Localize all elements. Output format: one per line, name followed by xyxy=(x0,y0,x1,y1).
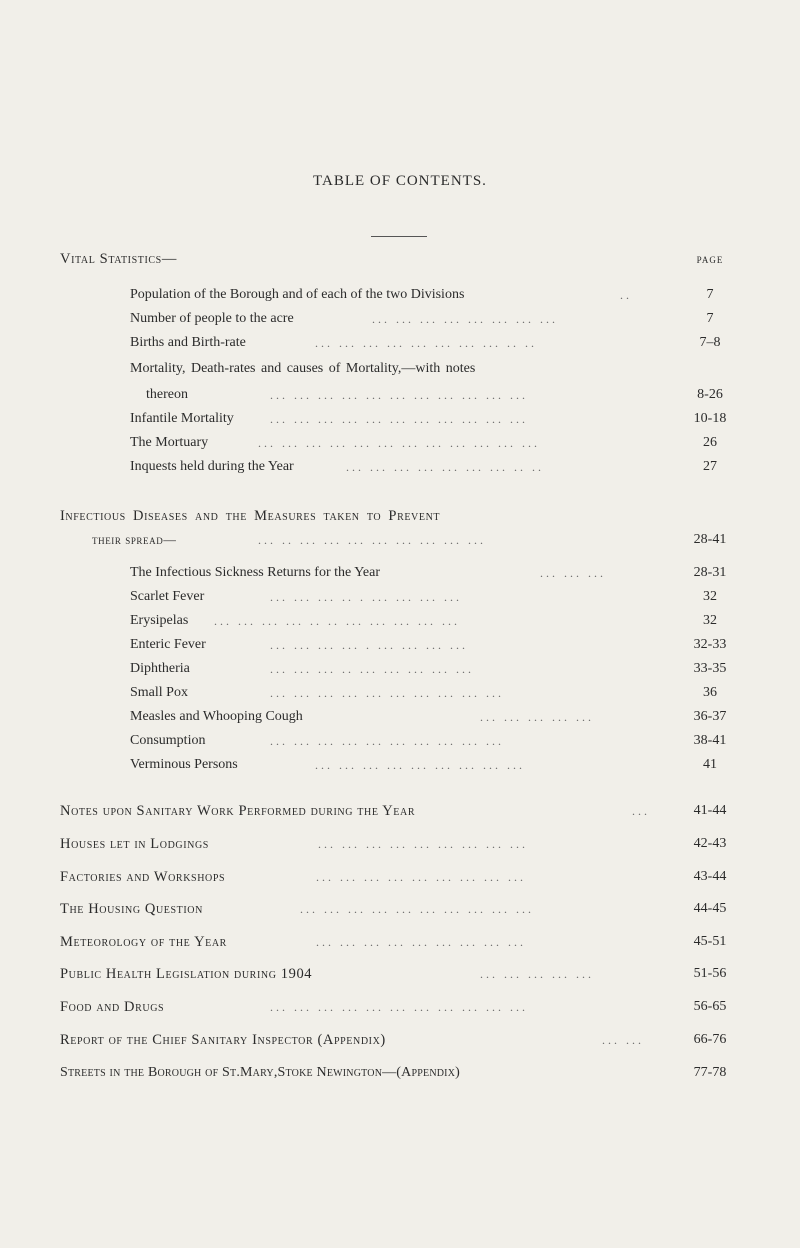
leader-dots: ... ... ... ... ... ... ... ... ... ... ... xyxy=(270,1000,528,1014)
toc-entry-label: Food and Drugs xyxy=(60,999,165,1015)
leader-dots: ... ... ... .. . ... ... ... ... xyxy=(270,590,462,604)
toc-entry-page: 28-31 xyxy=(693,565,727,580)
toc-section-legislation[interactable] xyxy=(0,963,800,985)
toc-entry-label: The Infectious Sickness Returns for the Year xyxy=(130,565,381,580)
leader-dots: ... ... ... ... ... ... ... ... ... ... ... ... xyxy=(258,436,540,450)
toc-entry-label: Infantile Mortality xyxy=(130,411,234,426)
toc-section-lodgings[interactable] xyxy=(0,833,800,855)
section-heading-infectious-diseases xyxy=(0,505,800,527)
section-heading-label: Infectious Diseases and the Measures taken to Prevent xyxy=(60,508,441,524)
toc-entry[interactable] xyxy=(0,308,800,330)
toc-entry[interactable] xyxy=(0,730,800,752)
leader-dots: ... ... ... ... ... ... ... ... ... xyxy=(318,837,528,851)
toc-entry[interactable] xyxy=(0,358,800,380)
toc-entry-page: 7 xyxy=(706,311,714,326)
toc-section-inspector-report[interactable] xyxy=(0,1029,800,1051)
toc-entry-page: 32-33 xyxy=(693,637,727,652)
toc-entry-label: Enteric Fever xyxy=(130,637,206,652)
toc-entry-page: 66-76 xyxy=(693,1032,727,1047)
toc-entry-label: Mortality, Death-rates and causes of Mortality,—with notes xyxy=(130,361,476,376)
leader-dots: ... ... ... ... ... ... ... ... ... ... ... xyxy=(270,388,528,402)
toc-entry-page: 28-41 xyxy=(693,532,727,547)
toc-entry[interactable] xyxy=(0,432,800,454)
leader-dots: ... ... xyxy=(602,1033,644,1047)
toc-entry-page: 41 xyxy=(703,757,717,772)
toc-entry-page: 8-26 xyxy=(697,387,723,402)
toc-section-food-drugs[interactable] xyxy=(0,996,800,1018)
toc-entry-label: thereon xyxy=(146,387,188,402)
toc-entry-label: Scarlet Fever xyxy=(130,589,205,604)
toc-entry-label: Consumption xyxy=(130,733,206,748)
leader-dots: ... ... ... .. ... ... ... ... ... xyxy=(270,662,474,676)
leader-dots: ... ... ... ... ... ... ... ... ... ... xyxy=(270,686,504,700)
toc-entry[interactable] xyxy=(0,682,800,704)
toc-entry[interactable] xyxy=(0,456,800,478)
leader-dots: ... ... ... ... . ... ... ... ... xyxy=(270,638,468,652)
toc-entry-page: 32 xyxy=(703,589,717,604)
leader-dots: ... ... ... ... ... xyxy=(480,710,594,724)
toc-entry[interactable] xyxy=(0,634,800,656)
toc-entry-page: 36 xyxy=(703,685,717,700)
leader-dots: ... ... ... ... ... ... ... .. .. xyxy=(346,460,544,474)
toc-entry-page: 42-43 xyxy=(693,836,727,851)
toc-entry-page: 7–8 xyxy=(699,335,721,350)
page-column-label: page xyxy=(696,251,724,266)
toc-entry-label: Population of the Borough and of each of the two Divisions xyxy=(130,287,465,302)
leader-dots: ... ... ... ... ... ... ... ... xyxy=(372,312,558,326)
toc-entry-page: 51-56 xyxy=(693,966,727,981)
toc-entry-page: 56-65 xyxy=(693,999,727,1014)
toc-entry-label: Meteorology of the Year xyxy=(60,934,227,950)
toc-entry-continuation[interactable] xyxy=(0,384,800,406)
toc-entry-page: 44-45 xyxy=(693,901,727,916)
leader-dots: ... ... ... xyxy=(540,566,606,580)
toc-entry-label: The Mortuary xyxy=(130,435,209,450)
toc-entry-page: 32 xyxy=(703,613,717,628)
leader-dots: ... .. ... ... ... ... ... ... ... ... xyxy=(258,533,486,547)
leader-dots: ... ... ... ... ... ... ... ... ... ... ... xyxy=(270,412,528,426)
toc-entry-label: Measles and Whooping Cough xyxy=(130,709,303,724)
page-title: TABLE OF CONTENTS. xyxy=(313,173,487,189)
toc-entry-label: Verminous Persons xyxy=(130,757,238,772)
section-heading-label: Vital Statistics— xyxy=(60,251,177,267)
toc-section-sanitary-work[interactable] xyxy=(0,800,800,822)
toc-section-factories[interactable] xyxy=(0,866,800,888)
leader-dots: ... ... ... ... ... ... ... ... ... xyxy=(316,935,526,949)
toc-entry-page: 77-78 xyxy=(693,1065,727,1080)
section-heading-label: their spread— xyxy=(92,533,177,547)
toc-entry-label: Inquests held during the Year xyxy=(130,459,294,474)
leader-dots: ... ... ... ... ... ... ... ... ... ... xyxy=(270,734,504,748)
leader-dots: ... xyxy=(632,804,650,818)
toc-entry-page: 36-37 xyxy=(693,709,727,724)
leader-dots: ... ... ... ... ... ... ... ... ... ... xyxy=(300,902,534,916)
toc-entry-page: 45-51 xyxy=(693,934,727,949)
toc-entry-label: The Housing Question xyxy=(60,901,203,917)
toc-section-housing[interactable] xyxy=(0,898,800,920)
toc-entry-page: 26 xyxy=(703,435,717,450)
section-heading-continuation[interactable] xyxy=(0,529,800,551)
toc-section-meteorology[interactable] xyxy=(0,931,800,953)
toc-entry-page: 7 xyxy=(706,287,714,302)
toc-entry-label: Houses let in Lodgings xyxy=(60,836,209,852)
leader-dots: .. xyxy=(620,288,632,302)
leader-dots: ... ... ... ... ... ... ... ... ... xyxy=(316,870,526,884)
toc-entry-label: Report of the Chief Sanitary Inspector (Appendix) xyxy=(60,1032,386,1048)
toc-entry[interactable] xyxy=(0,610,800,632)
leader-dots: ... ... ... ... ... ... ... ... ... xyxy=(315,758,525,772)
section-heading-vital-statistics xyxy=(0,248,800,270)
toc-entry[interactable] xyxy=(0,408,800,430)
toc-entry[interactable] xyxy=(0,658,800,680)
toc-entry-page: 43-44 xyxy=(693,869,727,884)
toc-entry-page: 38-41 xyxy=(693,733,727,748)
toc-entry[interactable] xyxy=(0,562,800,584)
toc-entry[interactable] xyxy=(0,586,800,608)
toc-section-streets[interactable] xyxy=(0,1062,800,1084)
toc-entry-page: 41-44 xyxy=(693,803,727,818)
toc-entry-label: Streets in the Borough of St.Mary,Stoke Newington—(Appendix) xyxy=(60,1065,460,1080)
title-divider xyxy=(371,236,427,237)
toc-entry[interactable] xyxy=(0,706,800,728)
toc-entry-label: Notes upon Sanitary Work Performed during the Year xyxy=(60,803,416,819)
toc-entry-label: Number of people to the acre xyxy=(130,311,294,326)
toc-entry-label: Public Health Legislation during 1904 xyxy=(60,966,313,982)
toc-entry-page: 27 xyxy=(703,459,717,474)
toc-entry[interactable] xyxy=(0,284,800,306)
toc-entry-label: Small Pox xyxy=(130,685,188,700)
toc-entry-page: 33-35 xyxy=(693,661,727,676)
leader-dots: ... ... ... ... ... ... ... ... .. .. xyxy=(315,336,537,350)
toc-entry-label: Erysipelas xyxy=(130,613,189,628)
toc-entry-label: Births and Birth-rate xyxy=(130,335,246,350)
leader-dots: ... ... ... ... ... xyxy=(480,967,594,981)
toc-entry-label: Diphtheria xyxy=(130,661,190,676)
toc-entry-label: Factories and Workshops xyxy=(60,869,226,885)
toc-entry[interactable] xyxy=(0,754,800,776)
leader-dots: ... ... ... ... .. .. ... ... ... ... ... xyxy=(214,614,460,628)
toc-entry-page: 10-18 xyxy=(693,411,727,426)
toc-entry[interactable] xyxy=(0,332,800,354)
